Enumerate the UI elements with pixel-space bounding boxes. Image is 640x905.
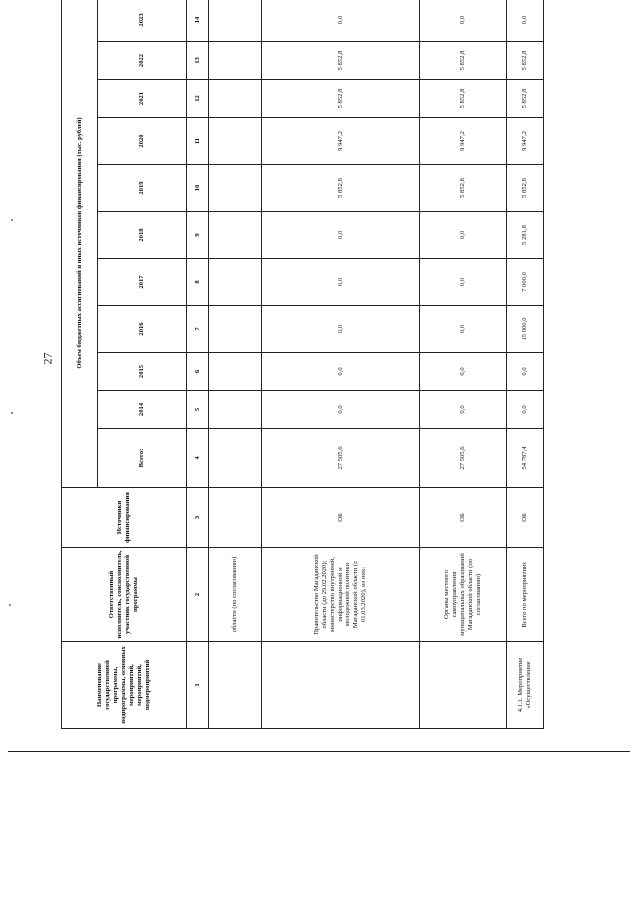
header-year: 2022: [98, 42, 187, 80]
column-number: 11: [187, 118, 209, 165]
row-value-cell: 5 852,8: [507, 42, 544, 80]
row-name-cell: [209, 642, 262, 729]
row-value-cell: [209, 391, 262, 429]
row-name-cell: [262, 642, 420, 729]
row-responsible-cell: Органы местного самоуправления муниципальных образований Магаданской области (по согласованию): [420, 548, 507, 642]
column-number: 8: [187, 259, 209, 306]
row-value-cell: 5 852,8: [262, 42, 420, 80]
header-year: 2021: [98, 80, 187, 118]
row-value-cell: [209, 42, 262, 80]
financing-table: [61, 0, 544, 729]
row-value-cell: 5 852,8: [507, 80, 544, 118]
row-value-cell: 0,0: [420, 306, 507, 353]
row-value-cell: 0,0: [262, 212, 420, 259]
row-total-cell: 27 505,6: [262, 429, 420, 488]
header-responsible: Ответственный исполнитель, соисполнитель, участник государственной программы: [62, 548, 187, 642]
row-value-cell: 0,0: [262, 306, 420, 353]
row-value-cell: 0,0: [507, 0, 544, 42]
row-value-cell: 0,0: [262, 391, 420, 429]
row-value-cell: 0,0: [262, 353, 420, 391]
row-value-cell: [209, 306, 262, 353]
header-year: 2020: [98, 118, 187, 165]
header-year: 2017: [98, 259, 187, 306]
row-source-cell: ОБ: [507, 488, 544, 548]
row-source-cell: [209, 488, 262, 548]
row-responsible-cell: Правительство Магаданской области (до 29.02.2020); министерство внутренней, информационной и молодежной политики Магаданской области (с 01.03.2020), из них:: [262, 548, 420, 642]
column-number: 7: [187, 306, 209, 353]
row-value-cell: 9 947,2: [262, 118, 420, 165]
row-value-cell: 0,0: [262, 0, 420, 42]
scan-speck: [9, 604, 11, 606]
row-value-cell: 0,0: [420, 0, 507, 42]
scan-speck: [11, 412, 13, 414]
row-name-cell: 4.1.1. Мероприятие «Осуществление: [507, 642, 544, 729]
column-number: 3: [187, 488, 209, 548]
row-value-cell: 9 947,2: [420, 118, 507, 165]
column-number: 6: [187, 353, 209, 391]
column-number: 14: [187, 0, 209, 42]
row-value-cell: 0,0: [262, 259, 420, 306]
row-value-cell: [209, 212, 262, 259]
row-value-cell: 5 852,8: [262, 165, 420, 212]
row-value-cell: 5 852,8: [420, 80, 507, 118]
row-value-cell: [209, 259, 262, 306]
row-value-cell: [209, 80, 262, 118]
column-number: 1: [187, 642, 209, 729]
row-value-cell: 0,0: [507, 353, 544, 391]
column-number: 9: [187, 212, 209, 259]
row-name-cell: [420, 642, 507, 729]
row-total-cell: 54 787,4: [507, 429, 544, 488]
row-value-cell: 0,0: [507, 391, 544, 429]
table-row: [507, 0, 544, 729]
column-number: 13: [187, 42, 209, 80]
financing-table-rotated: [61, 0, 532, 729]
header-total: Всего:: [98, 429, 187, 488]
row-value-cell: 0,0: [420, 212, 507, 259]
row-value-cell: 5 852,8: [507, 165, 544, 212]
column-number: 4: [187, 429, 209, 488]
row-value-cell: [209, 165, 262, 212]
page-number: 27: [40, 352, 55, 365]
row-value-cell: 5 852,8: [420, 42, 507, 80]
header-year: 2023: [98, 0, 187, 42]
column-number: 10: [187, 165, 209, 212]
row-value-cell: [209, 353, 262, 391]
scan-speck: [11, 219, 13, 221]
row-value-cell: 15 000,0: [507, 306, 544, 353]
row-value-cell: [209, 118, 262, 165]
header-year: 2019: [98, 165, 187, 212]
row-responsible-cell: области (по согласованию): [209, 548, 262, 642]
column-number: 12: [187, 80, 209, 118]
row-source-cell: ОБ: [262, 488, 420, 548]
row-responsible-cell: Всего по мероприятию:: [507, 548, 544, 642]
column-number: 2: [187, 548, 209, 642]
row-value-cell: 5 852,8: [420, 165, 507, 212]
row-value-cell: 0,0: [420, 353, 507, 391]
table-row: [420, 0, 507, 729]
header-year: 2018: [98, 212, 187, 259]
table-row: [262, 0, 420, 729]
header-sources: Источники финансирования: [62, 488, 187, 548]
row-source-cell: ОБ: [420, 488, 507, 548]
row-total-cell: 27 505,6: [420, 429, 507, 488]
page-divider-line: [8, 751, 630, 752]
header-year: 2015: [98, 353, 187, 391]
row-value-cell: 7 000,0: [507, 259, 544, 306]
row-value-cell: 5 281,8: [507, 212, 544, 259]
header-name: Наименование государственной программы, подпрограммы, основных мероприятий, мероприятий, подмероприятий: [62, 642, 187, 729]
table-row: [209, 0, 262, 729]
row-value-cell: 5 852,8: [262, 80, 420, 118]
row-value-cell: [209, 0, 262, 42]
header-year: 2016: [98, 306, 187, 353]
header-year: 2014: [98, 391, 187, 429]
row-value-cell: 9 947,2: [507, 118, 544, 165]
header-volume-group: Объем бюджетных ассигнований и иных источников финансирования (тыс. рублей): [62, 0, 98, 488]
row-value-cell: 0,0: [420, 259, 507, 306]
column-number: 5: [187, 391, 209, 429]
row-total-cell: [209, 429, 262, 488]
row-value-cell: 0,0: [420, 391, 507, 429]
